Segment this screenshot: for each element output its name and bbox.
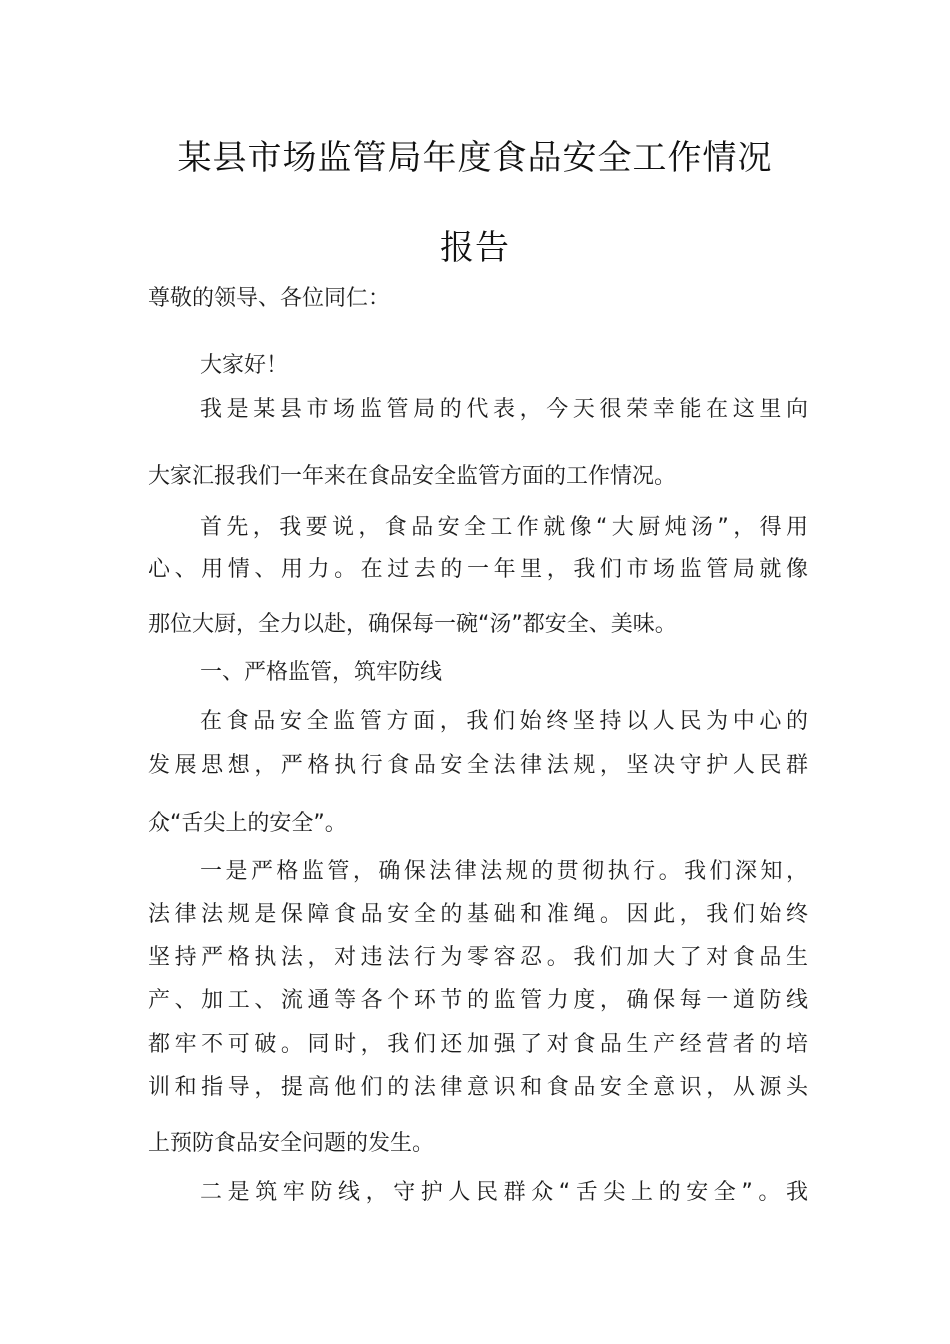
paragraph-line: 法律法规是保障食品安全的基础和准绳。因此，我们始终	[148, 902, 808, 927]
salutation: 尊敬的领导、各位同仁：	[148, 286, 391, 311]
paragraph-line: 在食品安全监管方面，我们始终坚持以人民为中心的	[200, 709, 808, 734]
paragraph-line: 都牢不可破。同时，我们还加强了对食品生产经营者的培	[148, 1032, 808, 1057]
document-title-line-2: 报告	[440, 228, 510, 268]
paragraph-line: 大家汇报我们一年来在食品安全监管方面的工作情况。	[148, 464, 677, 489]
paragraph-line: 上预防食品安全问题的发生。	[148, 1131, 435, 1156]
paragraph-line: 发展思想，严格执行食品安全法律法规，坚决守护人民群	[148, 753, 808, 778]
section-heading: 一、严格监管，筑牢防线	[200, 660, 443, 685]
paragraph-line: 众“舌尖上的安全”。	[148, 811, 347, 836]
paragraph-line: 我是某县市场监管局的代表，今天很荣幸能在这里向	[200, 397, 808, 422]
paragraph-line: 首先，我要说，食品安全工作就像“大厨炖汤”，得用	[200, 515, 808, 540]
paragraph-line: 心、用情、用力。在过去的一年里，我们市场监管局就像	[148, 557, 808, 582]
document-title-line-1: 某县市场监管局年度食品安全工作情况	[177, 138, 773, 178]
paragraph-line: 那位大厨，全力以赴，确保每一碗“汤”都安全、美味。	[148, 612, 677, 637]
greeting: 大家好！	[200, 353, 289, 378]
paragraph-line: 一是严格监管，确保法律法规的贯彻执行。我们深知，	[200, 859, 808, 884]
paragraph-line: 坚持严格执法，对违法行为零容忍。我们加大了对食品生	[148, 945, 808, 970]
paragraph-line: 产、加工、流通等各个环节的监管力度，确保每一道防线	[148, 988, 808, 1013]
paragraph-line: 训和指导，提高他们的法律意识和食品安全意识，从源头	[148, 1075, 808, 1100]
paragraph-line: 二是筑牢防线，守护人民群众“舌尖上的安全”。我	[200, 1180, 808, 1205]
